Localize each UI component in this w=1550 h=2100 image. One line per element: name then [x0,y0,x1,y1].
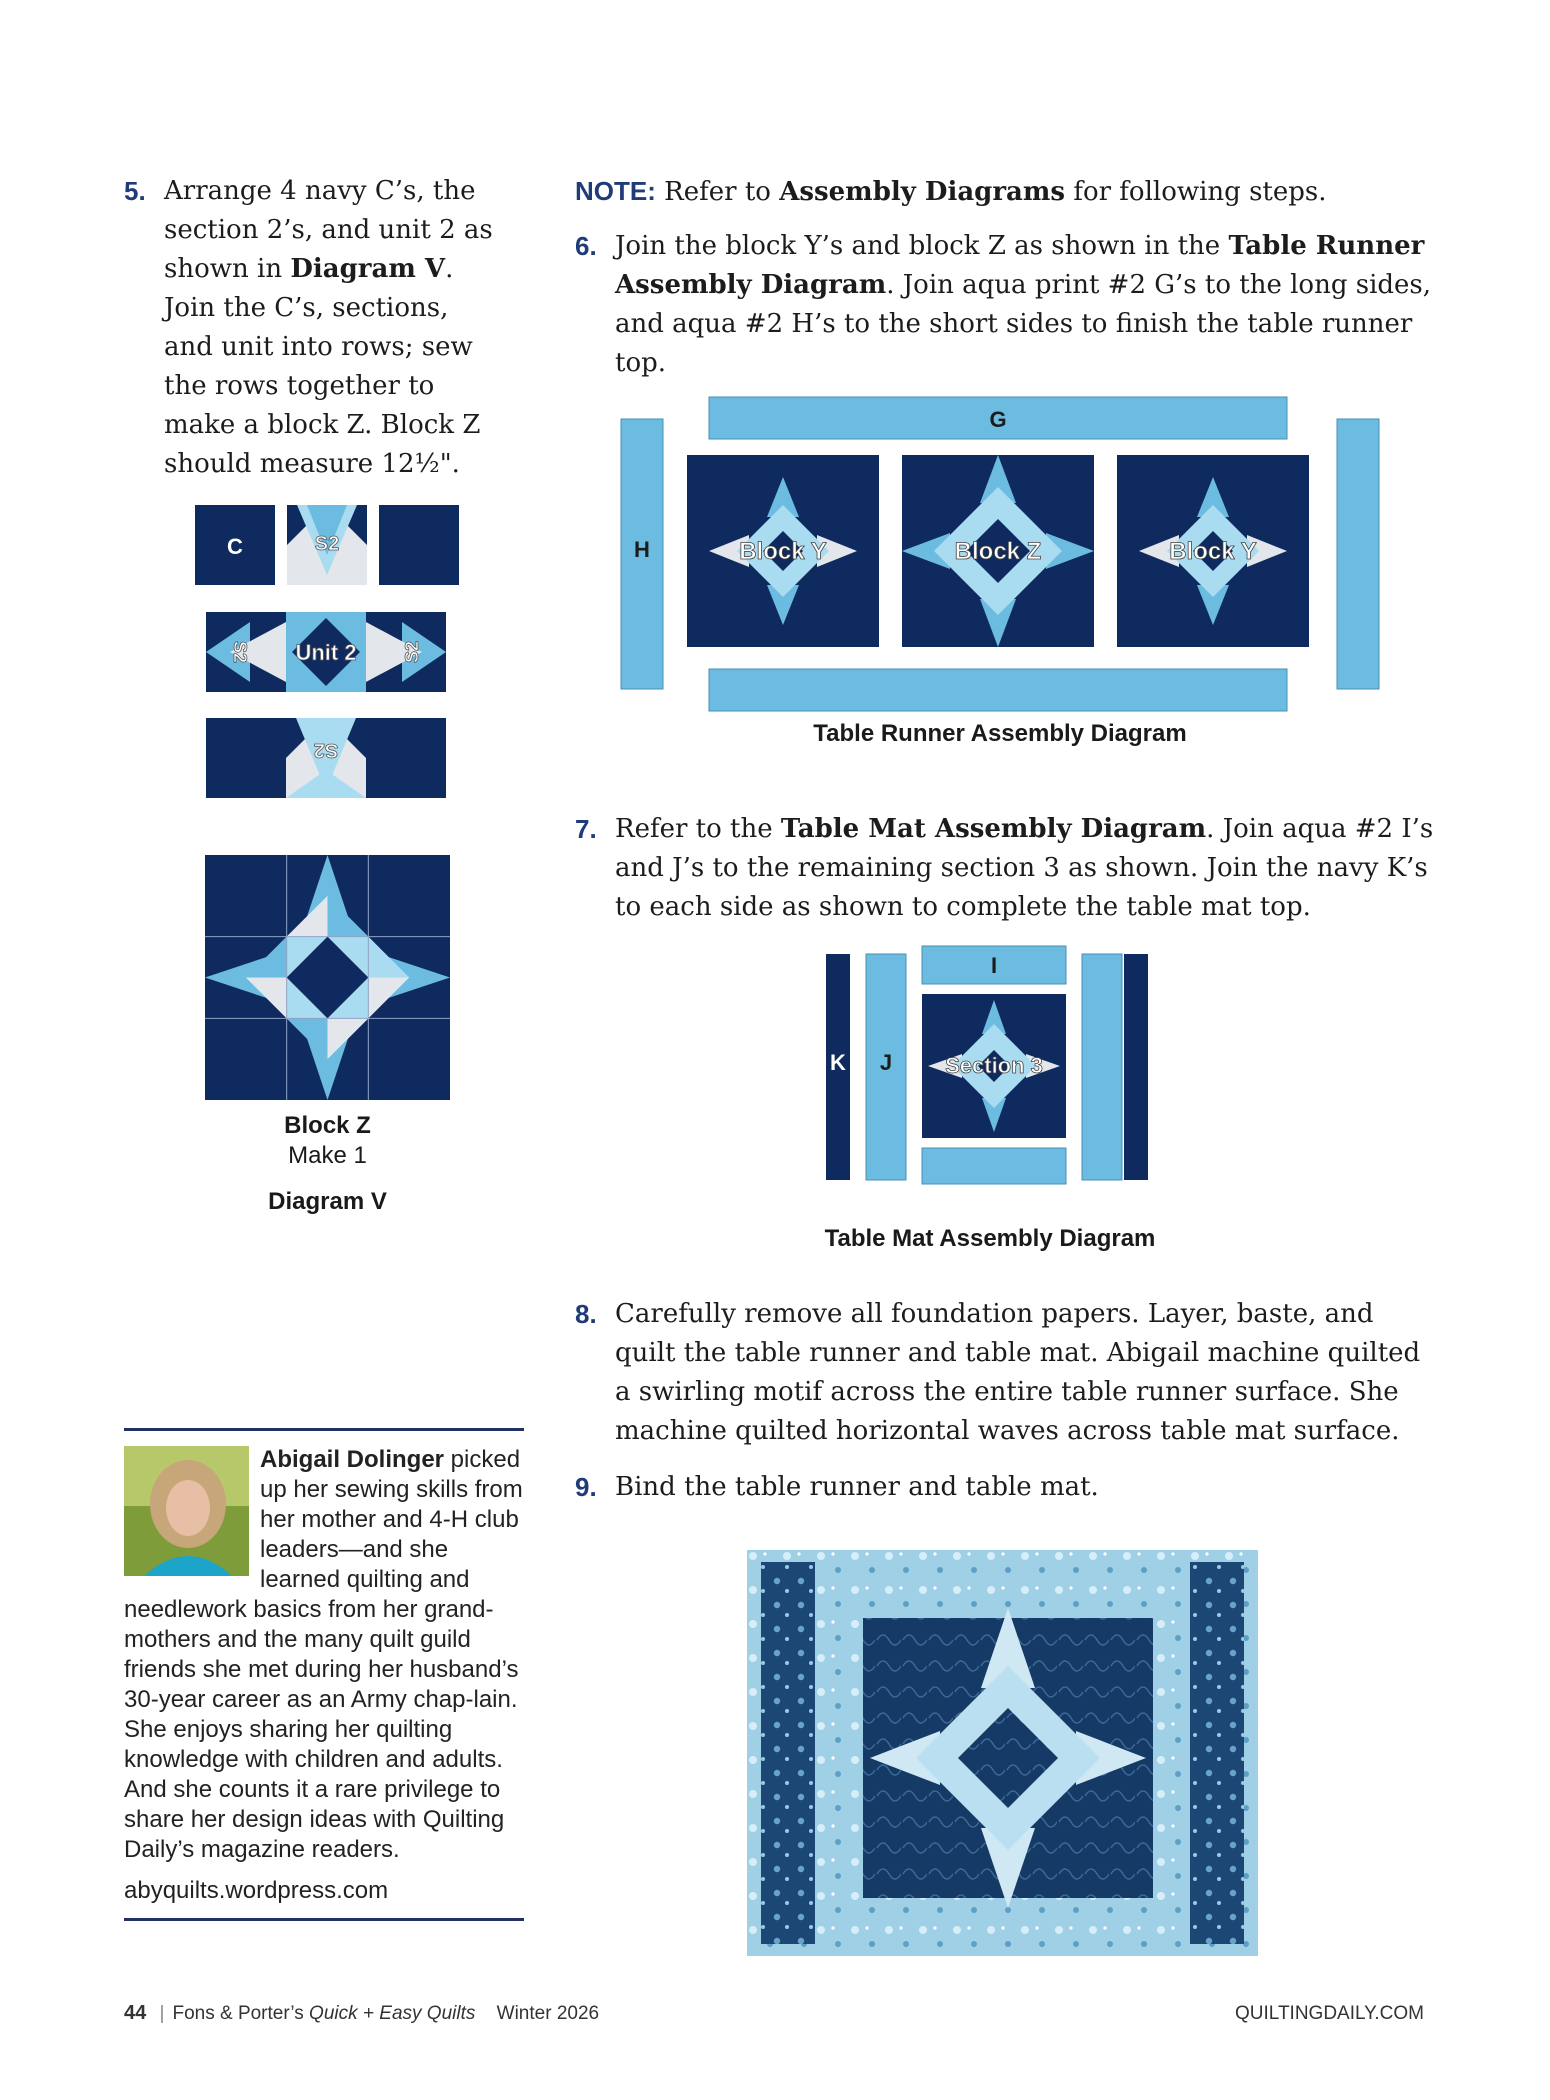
footer-separator: | [159,2003,165,2024]
strip-j-right [1082,954,1122,1180]
step-9-text: Bind the table runner and table mat. [615,1472,1099,1502]
label-block-z-runner: Block Z [954,538,1042,565]
label-c: C [227,534,243,559]
step-8-number: 8. [575,1299,597,1329]
bio-website[interactable]: abyquilts.wordpress.com [124,1877,389,1904]
step-7-text-b: . Join aqua #2 I’s and J’s to the remaining section 3 as shown. Join the navy K’s to each side as shown to complete the table mat top. [615,814,1434,922]
step-7-number: 7. [575,814,597,844]
label-j: J [879,1050,893,1075]
page-number: 44 [124,2002,147,2024]
bio-body: picked up her sewing skills from her mother and 4-H club leaders—and she learned quilting and needlework basics from her grand-mothers and the many quilt guild friends she met during her husband’s 30-year career as an Army chap-lain. She enjoys sharing her quilting knowledge with children and adults. And she counts it a rare privilege to share her design ideas with Quilting Daily’s magazine readers. [124,1446,523,1863]
step-5-text-b: . Join the C’s, sections, and unit into rows; sew the rows together to make a block Z. Block Z should measure 12½". [164,254,481,479]
quilt-photo [745,1548,1260,1958]
block-z-make: Make 1 [288,1142,367,1169]
label-block-y-left: Block Y [739,538,827,565]
strip-k-right [1124,954,1148,1180]
table-runner-diagram [615,393,1385,713]
label-k: K [830,1050,846,1075]
strip-h-right [1337,419,1379,689]
note-text-a: Refer to [655,177,780,207]
label-s2-right: S2 [402,640,422,664]
step-6-text-a: Join the block Y’s and block Z as shown in the [615,231,1229,261]
unit-c-square-right [379,505,459,585]
diagram-v-title: Diagram V [268,1188,387,1215]
label-section-3: Section 3 [945,1053,1043,1078]
step-7 [575,810,1435,927]
step-5-text-a: Arrange 4 navy C’s, the section 2’s, and unit 2 as shown in [164,176,493,284]
bio-name: Abigail Dolinger [260,1446,445,1473]
mat-caption: Table Mat Assembly Diagram [824,1225,1156,1252]
step-6 [575,227,1435,383]
footer-site[interactable]: QUILTINGDAILY.COM [1235,2003,1424,2024]
strip-i-bottom [922,1148,1066,1184]
label-g: G [989,407,1007,432]
label-s2-left: S2 [230,640,250,664]
step-8 [575,1295,1435,1451]
label-unit-2: Unit 2 [295,640,357,665]
strip-g-bottom [709,669,1287,711]
note [575,172,1435,212]
label-s2-bottom: S2 [313,739,339,761]
step-9-number: 9. [575,1472,597,1502]
step-7-text-a: Refer to the [615,814,781,844]
step-6-text-b: . Join aqua print #2 G’s to the long sides, and aqua #2 H’s to the short sides to finish the table runner top. [615,270,1432,378]
label-i: I [990,953,998,978]
bio-bottom-rule [124,1918,524,1921]
step-5-number: 5. [124,176,146,206]
footer-brand: Fons & Porter’s [172,2003,310,2024]
table-mat-diagram [820,940,1160,1190]
step-8-text: Carefully remove all foundation papers. Layer, baste, and quilt the table runner and table mat. Abigail machine quilted a swirling motif across the entire table runner surface. She machine quilted horizontal waves across table mat surface. [615,1299,1421,1446]
bio-text [124,1445,524,1865]
step-6-bold: Table Runner Assembly Diagram [615,231,1425,300]
note-text-b: for following steps. [1065,177,1327,207]
label-s2-top: S2 [314,533,340,555]
note-bold: Assembly Diagrams [779,177,1066,207]
diagram-v-rows [190,500,470,810]
block-z-finished [205,855,450,1100]
label-block-y-right: Block Y [1169,538,1257,565]
footer-issue: Winter 2026 [496,2003,600,2024]
runner-caption: Table Runner Assembly Diagram [813,720,1187,747]
step-7-bold: Table Mat Assembly Diagram [780,814,1207,844]
footer-magazine: Quick + Easy Quilts [309,2003,476,2024]
block-z-title: Block Z [284,1112,371,1139]
footer-left [124,2002,824,2025]
label-h: H [634,537,650,562]
step-6-number: 6. [575,231,597,261]
note-label: NOTE: [575,176,656,206]
step-5 [124,172,504,484]
bio-top-rule [124,1428,524,1431]
step-5-bold: Diagram V [290,254,446,284]
step-9 [575,1468,1435,1507]
